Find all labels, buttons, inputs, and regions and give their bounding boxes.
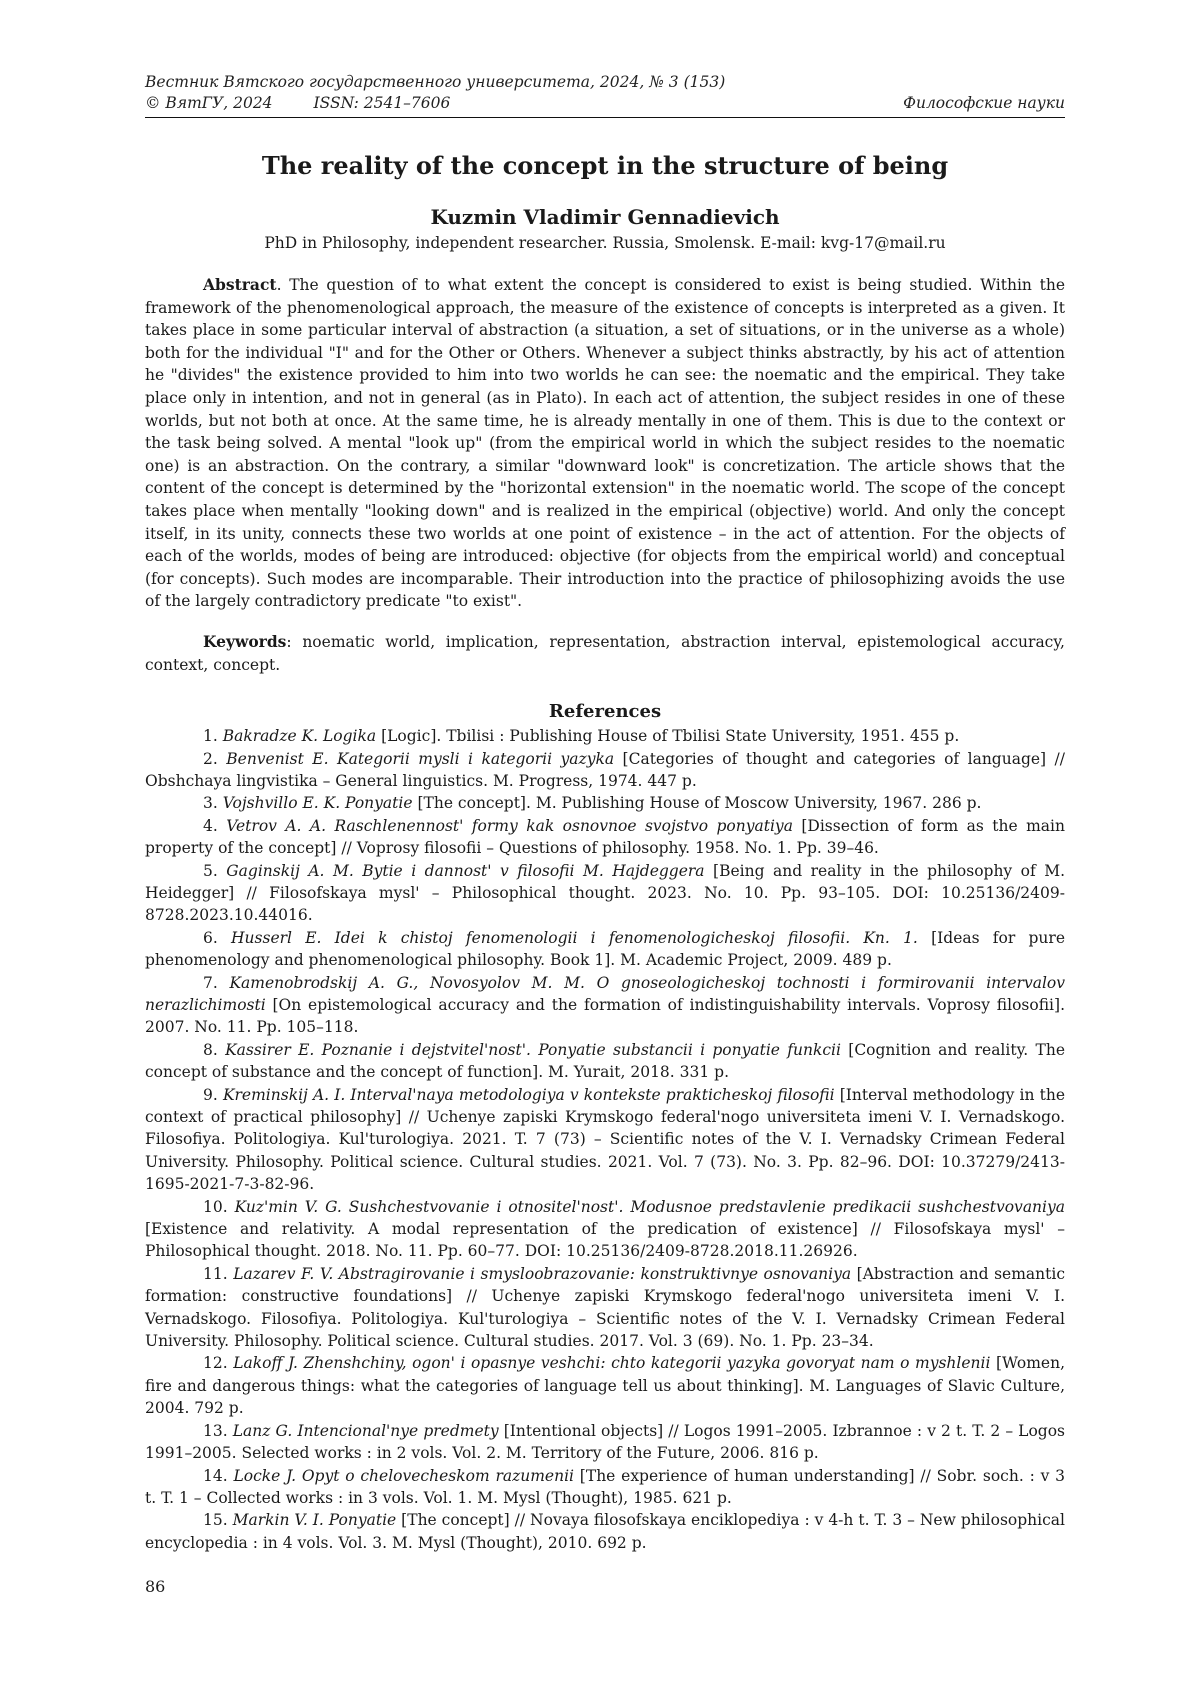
reference-item (145, 1263, 1065, 1353)
reference-item (145, 1352, 1065, 1419)
reference-title: Lazarev F. V. Abstragirovanie i smysloobrazovanie: konstruktivnye osnovaniya (233, 1265, 851, 1283)
reference-title: Kamenobrodskij A. G., Novosyolov M. M. O gnoseologicheskoj tochnosti i formirovanii intervalov nerazlichimosti (145, 974, 1065, 1014)
author-affiliation: PhD in Philosophy, independent researcher. Russia, Smolensk. E-mail: kvg-17@mail.ru (145, 233, 1065, 254)
keywords-text: : noematic world, implication, representation, abstraction interval, epistemological accuracy, context, concept. (145, 633, 1065, 674)
copyright: © ВятГУ, 2024 (145, 94, 273, 112)
reference-details: [Existence and relativity. A modal representation of the predication of existence] // Filosofskaya mysl' – Philosophical thought. 2018. No. 11. Pp. 60–77. DOI: 10.25136/2409-8728.2018.11.26926. (145, 1220, 1065, 1260)
reference-item (145, 927, 1065, 972)
reference-number: 1. (203, 727, 223, 745)
reference-item (145, 725, 1065, 747)
reference-details: [Logic]. Tbilisi : Publishing House of Tbilisi State University, 1951. 455 p. (376, 727, 959, 745)
reference-item (145, 1420, 1065, 1465)
reference-details: [On epistemological accuracy and the formation of indistinguishability intervals. Voprosy filosofii]. 2007. No. 11. Pp. 105–118. (145, 996, 1065, 1036)
reference-number: 14. (203, 1467, 233, 1485)
reference-number: 6. (203, 929, 231, 947)
reference-title: Vojshvillo E. K. Ponyatie (223, 794, 413, 812)
reference-details: [Ideas for pure phenomenology and phenomenological philosophy. Book 1]. M. Academic Project, 2009. 489 p. (145, 929, 1065, 969)
abstract-text: . The question of to what extent the concept is considered to exist is being studied. Within the framework of the phenomenological approach, the measure of the existence of concepts is interpreted as a given. It takes place in some particular interval of abstraction (a situation, a set of situations, or in the universe as a whole) both for the individual "I" and for the Other or Others. Whenever a subject thinks abstractly, by his act of attention he "divides" the existence provided to him into two worlds he can see: the noematic and the empirical. They take place only in intention, and not in general (as in Plato). In each act of attention, the subject resides in one of these worlds, but not both at once. At the same time, he is already mentally in one of them. This is due to the context or the task being solved. A mental "look up" (from the empirical world in which the subject resides to the noematic one) is an abstraction. On the contrary, a similar "downward look" is concretization. The article shows that the content of the concept is determined by the "horizontal extension" in the noematic world. The scope of the concept takes place when mentally "looking down" and is realized in the empirical (objective) world. And only the concept itself, in its unity, connects these two worlds at one point of existence – in the act of attention. For the objects of each of the worlds, modes of being are introduced: objective (for objects from the empirical world) and conceptual (for concepts). Such modes are incomparable. Their introduction into the practice of philosophizing avoids the use of the largely contradictory predicate "to exist". (145, 276, 1065, 610)
reference-title: Husserl E. Idei k chistoj fenomenologii i fenomenologicheskoj filosofii. Kn. 1. (231, 929, 918, 947)
reference-item (145, 1509, 1065, 1554)
reference-details: [Categories of thought and categories of language] // Obshchaya lingvistika – General linguistics. M. Progress, 1974. 447 p. (145, 750, 1065, 790)
reference-details: [Cognition and reality. The concept of substance and the concept of function]. M. Yurait, 2018. 331 p. (145, 1041, 1065, 1081)
abstract-label: Abstract (203, 275, 277, 294)
section-name: Философские науки (903, 93, 1065, 114)
issn: ISSN: 2541–7606 (313, 94, 450, 112)
reference-title: Vetrov A. A. Raschlenennost' formy kak osnovnoe svojstvo ponyatiya (226, 817, 793, 835)
reference-title: Kuz'min V. G. Sushchestvovanie i otnositel'nost'. Modusnoe predstavlenie predikacii sushchestvovaniya (235, 1198, 1065, 1216)
reference-number: 3. (203, 794, 223, 812)
reference-title: Benvenist E. Kategorii mysli i kategorii yazyka (226, 750, 614, 768)
reference-item (145, 748, 1065, 793)
reference-details: [Interval methodology in the context of practical philosophy] // Uchenye zapiski Krymskogo federal'nogo universiteta imeni V. I. Vernadskogo. Filosofiya. Politologiya. Kul'turologiya. 2021. T. 7 (73) – Scientific notes of the V. I. Vernadsky Crimean Federal University. Philosophy. Political science. Cultural studies. 2021. Vol. 7 (73). No. 3. Pp. 82–96. DOI: 10.37279/2413-1695-2021-7-3-82-96. (145, 1086, 1065, 1194)
keywords (145, 631, 1065, 676)
reference-number: 7. (203, 974, 229, 992)
reference-item (145, 1465, 1065, 1510)
reference-title: Lanz G. Intencional'nye predmety (233, 1422, 499, 1440)
references-list (145, 725, 1065, 1554)
reference-title: Kassirer E. Poznanie i dejstvitel'nost'. Ponyatie substancii i ponyatie funkcii (225, 1041, 841, 1059)
reference-number: 2. (203, 750, 226, 768)
page-content (145, 72, 1065, 1554)
reference-number: 12. (203, 1354, 233, 1372)
reference-item (145, 792, 1065, 814)
reference-details: [Being and reality in the philosophy of M. Heidegger] // Filosofskaya mysl' – Philosophical thought. 2023. No. 10. Pp. 93–105. DOI: 10.25136/2409-8728.2023.10.44016. (145, 862, 1065, 925)
reference-item (145, 972, 1065, 1039)
article-title: The reality of the concept in the structure of being (145, 151, 1065, 181)
reference-title: Gaginskij A. M. Bytie i dannost' v filosofii M. Hajdeggera (226, 862, 704, 880)
reference-details: [The concept]. M. Publishing House of Moscow University, 1967. 286 p. (413, 794, 982, 812)
reference-item (145, 815, 1065, 860)
abstract (145, 274, 1065, 613)
header-divider (145, 117, 1065, 118)
reference-item (145, 1196, 1065, 1263)
reference-item (145, 860, 1065, 927)
reference-title: Bakradze K. Logika (223, 727, 376, 745)
references-heading: References (145, 700, 1065, 724)
reference-number: 10. (203, 1198, 235, 1216)
reference-number: 9. (203, 1086, 223, 1104)
reference-item (145, 1039, 1065, 1084)
running-header (145, 72, 1065, 118)
reference-title: Markin V. I. Ponyatie (233, 1511, 397, 1529)
reference-number: 13. (203, 1422, 233, 1440)
reference-number: 4. (203, 817, 226, 835)
page-number: 86 (145, 1577, 165, 1596)
reference-details: [The concept] // Novaya filosofskaya enciklopediya : v 4-h t. T. 3 – New philosophical encyclopedia : in 4 vols. Vol. 3. M. Mysl (Thought), 2010. 692 p. (145, 1511, 1065, 1551)
reference-details: [Intentional objects] // Logos 1991–2005. Izbrannoe : v 2 t. T. 2 – Logos 1991–2005. Selected works : in 2 vols. Vol. 2. M. Territory of the Future, 2006. 816 p. (145, 1422, 1065, 1462)
reference-details: [Women, fire and dangerous things: what the categories of language tell us about thinking]. M. Languages of Slavic Culture, 2004. 792 p. (145, 1354, 1065, 1417)
reference-title: Kreminskij A. I. Interval'naya metodologiya v kontekste prakticheskoj filosofii (223, 1086, 835, 1104)
reference-item (145, 1084, 1065, 1196)
reference-number: 11. (203, 1265, 233, 1283)
reference-details: [Abstraction and semantic formation: constructive foundations] // Uchenye zapiski Krymskogo federal'nogo universiteta imeni V. I. Vernadskogo. Filosofiya. Politologiya. Kul'turologiya – Scientific notes of the V. I. Vernadsky Crimean Federal University. Philosophy. Political science. Cultural studies. 2017. Vol. 3 (69). No. 1. Pp. 23–34. (145, 1265, 1065, 1350)
reference-details: [The experience of human understanding] // Sobr. soch. : v 3 t. T. 1 – Collected works : in 3 vols. Vol. 1. M. Mysl (Thought), 1985. 621 p. (145, 1467, 1065, 1507)
reference-number: 15. (203, 1511, 233, 1529)
keywords-label: Keywords (203, 632, 286, 651)
journal-name: Вестник Вятского государственного университета, 2024, № 3 (153) (145, 72, 1065, 93)
reference-title: Locke J. Opyt o chelovecheskom razumenii (233, 1467, 574, 1485)
reference-details: [Dissection of form as the main property of the concept] // Voprosy filosofii – Questions of philosophy. 1958. No. 1. Pp. 39–46. (145, 817, 1065, 857)
reference-number: 5. (203, 862, 226, 880)
reference-title: Lakoff J. Zhenshchiny, ogon' i opasnye veshchi: chto kategorii yazyka govoryat nam o myshlenii (233, 1354, 990, 1372)
reference-number: 8. (203, 1041, 225, 1059)
author-name: Kuzmin Vladimir Gennadievich (145, 204, 1065, 230)
